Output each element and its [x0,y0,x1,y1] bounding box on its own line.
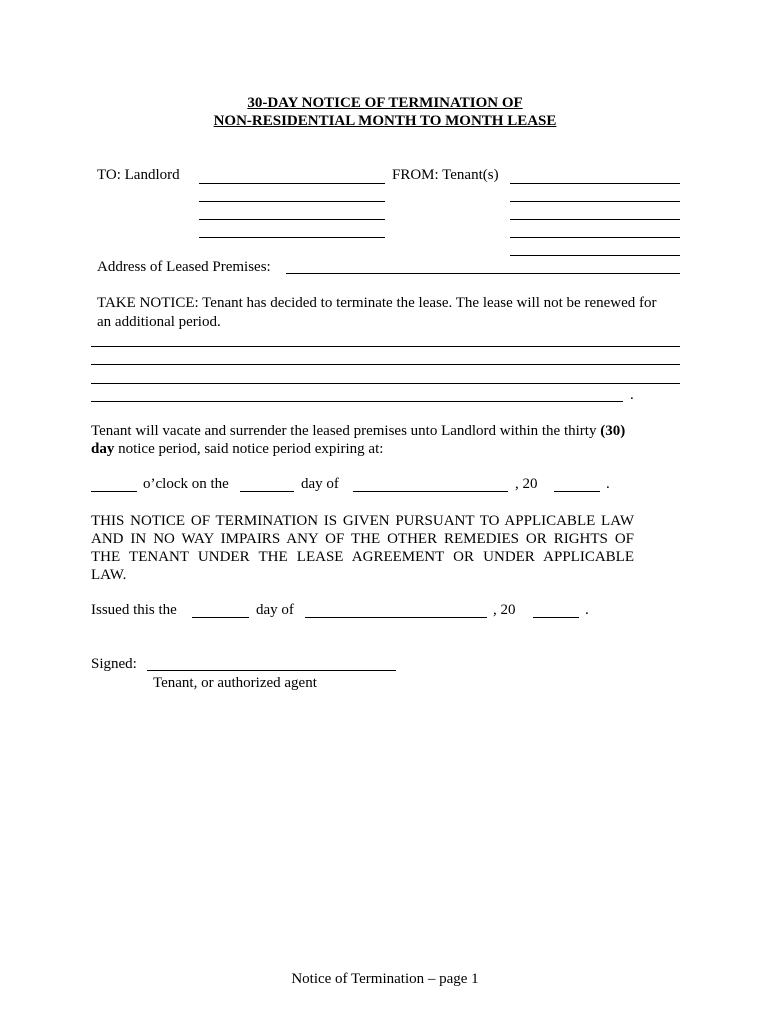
expiry-day-of-label: day of [301,476,339,492]
tenant-address-field-3[interactable] [510,237,680,238]
expiry-period: . [606,476,610,492]
document-title-line1: 30-DAY NOTICE OF TERMINATION OF [247,95,523,111]
leased-premises-field[interactable] [286,273,680,274]
tenant-address-field-4[interactable] [510,255,680,256]
from-tenant-label: FROM: Tenant(s) [392,167,499,183]
notice-detail-line-3[interactable] [91,383,680,384]
vacate-line1-bold: (30) [600,423,626,439]
issued-day-field[interactable] [192,617,249,618]
landlord-address-field-1[interactable] [199,201,385,202]
take-notice-line2: an additional period. [97,314,221,330]
leased-premises-label: Address of Leased Premises: [97,259,271,275]
signature-field[interactable] [147,670,396,671]
vacate-text-line2 [91,440,383,458]
tenant-name-field[interactable] [510,183,680,184]
legal-line-2: AND IN NO WAY IMPAIRS ANY OF THE OTHER REMEDIES OR RIGHTS OF [91,531,634,547]
issued-month-field[interactable] [305,617,487,618]
legal-line-1: THIS NOTICE OF TERMINATION IS GIVEN PURSUANT TO APPLICABLE LAW [91,513,634,529]
oclock-label: o’clock on the [143,476,229,492]
issued-label: Issued this the [91,602,177,618]
vacate-line2-plain: notice period, said notice period expiring at: [118,441,384,457]
expiry-year-prefix: , 20 [515,476,538,492]
expiry-hour-field[interactable] [91,491,137,492]
legal-line-3: THE TENANT UNDER THE LEASE AGREEMENT OR UNDER APPLICABLE [91,549,634,565]
expiry-year-field[interactable] [554,491,600,492]
legal-line-4: LAW. [91,567,127,583]
issued-day-of-label: day of [256,602,294,618]
notice-end-period: . [630,387,634,403]
document-title-line2: NON-RESIDENTIAL MONTH TO MONTH LEASE [213,113,557,129]
signed-label: Signed: [91,656,137,672]
vacate-line1-plain: Tenant will vacate and surrender the leased premises unto Landlord within the thirty [91,423,597,439]
notice-detail-line-2[interactable] [91,364,680,365]
issued-year-prefix: , 20 [493,602,516,618]
issued-period: . [585,602,589,618]
signature-caption: Tenant, or authorized agent [153,675,317,691]
tenant-address-field-1[interactable] [510,201,680,202]
expiry-day-field[interactable] [240,491,294,492]
landlord-address-field-2[interactable] [199,219,385,220]
take-notice-line1: TAKE NOTICE: Tenant has decided to terminate the lease. The lease will not be renewed for [97,295,657,311]
vacate-text-line1 [91,422,625,440]
notice-detail-line-4[interactable] [91,401,623,402]
landlord-address-field-3[interactable] [199,237,385,238]
issued-year-field[interactable] [533,617,579,618]
tenant-address-field-2[interactable] [510,219,680,220]
vacate-line2-bold: day [91,441,115,457]
to-landlord-label: TO: Landlord [97,167,180,183]
landlord-name-field[interactable] [199,183,385,184]
expiry-month-field[interactable] [353,491,508,492]
notice-detail-line-1[interactable] [91,346,680,347]
page-footer: Notice of Termination – page 1 [291,971,479,987]
